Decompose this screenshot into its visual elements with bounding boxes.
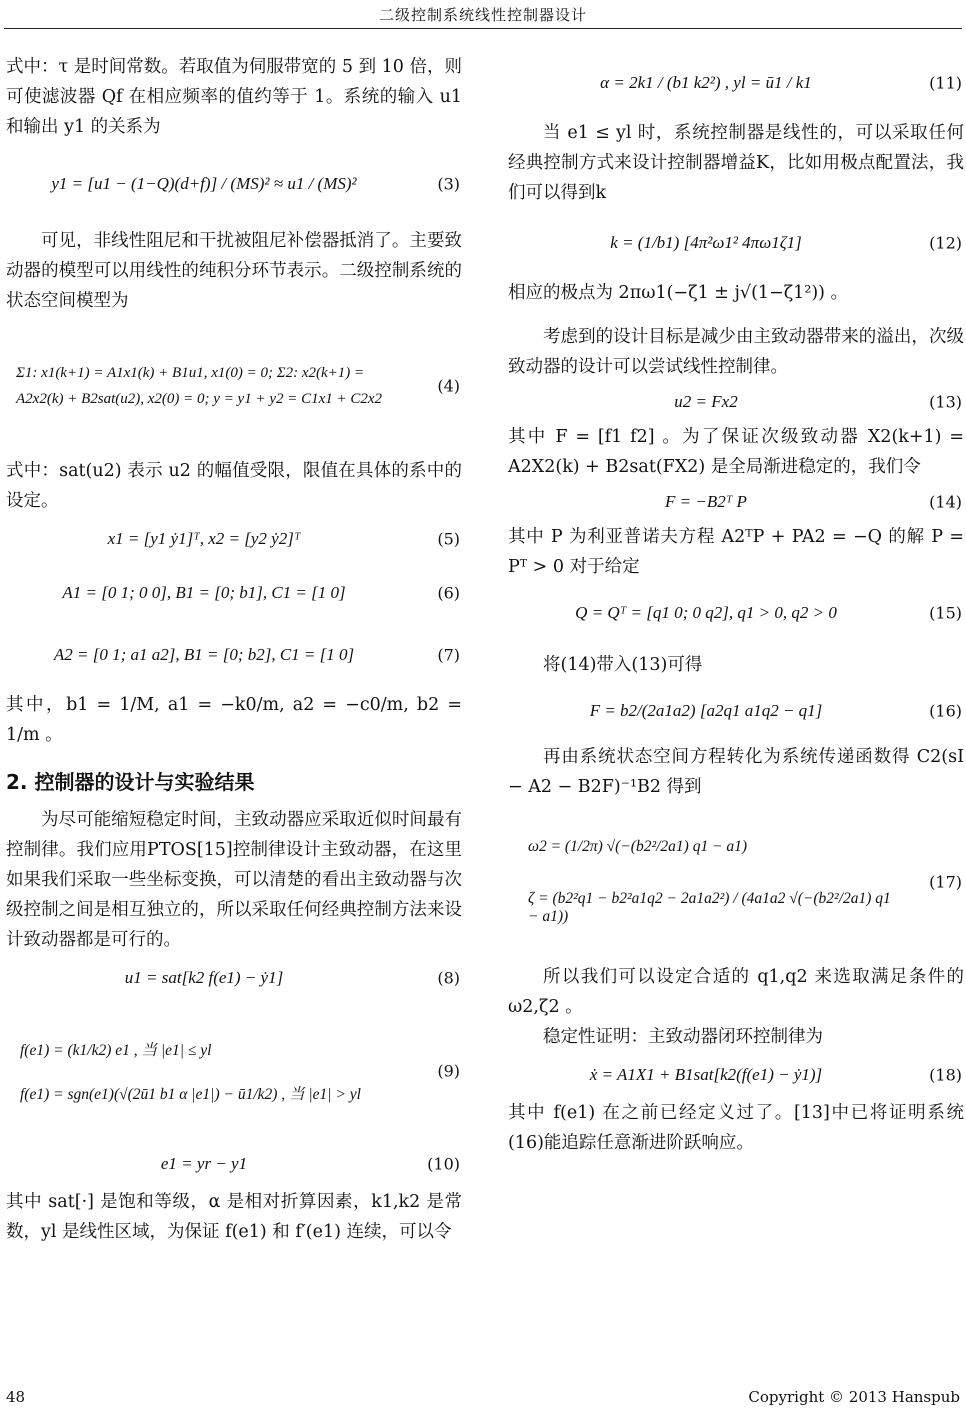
paragraph: 其中 F = [f1 f2] 。为了保证次级致动器 X2(k+1) = A2X2(k) + B2sat(FX2) 是全局渐进稳定的，我们令 <box>508 427 964 477</box>
equation-number: (7) <box>437 645 460 665</box>
equation-6 <box>6 562 462 624</box>
paragraph: 当 e1 ≤ yl 时，系统控制器是线性的，可以采取任何经典控制方式来设计控制器增益K，比如用极点配置法，我们可以得到k <box>508 123 964 203</box>
equation-number: (8) <box>437 968 460 988</box>
header-rule <box>4 28 962 29</box>
equation-12 <box>508 208 964 278</box>
equation-4 <box>6 316 462 456</box>
paragraph: 稳定性证明：主致动器闭环控制律为 <box>543 1027 823 1047</box>
equation-14 <box>508 482 964 522</box>
paragraph: 其中 P 为利亚普诺夫方程 A2ᵀP + PA2 = −Q 的解 P = Pᵀ > 0 对于给定 <box>508 527 964 577</box>
copyright-notice: Copyright © 2013 Hanspub <box>748 1388 960 1406</box>
equation-9-cases <box>6 1001 402 1141</box>
paragraph: 其中 f(e1) 在之前已经定义过了。[13]中已将证明系统(16)能追踪任意渐进阶跃响应。 <box>508 1103 964 1153</box>
paragraph: 其中，b1 = 1/M, a1 = −k0/m, a2 = −c0/m, b2 = 1/m 。 <box>6 695 462 745</box>
equation-number: (4) <box>437 376 460 396</box>
equation-body: y1 = [u1 − (1−Q)(d+f)] / (MS)² ≈ u1 / (MS)² <box>51 174 357 193</box>
equation-13 <box>508 382 964 422</box>
equation-body: k = (1/b1) [4π²ω1² 4πω1ζ1] <box>610 233 802 252</box>
section-heading: 2. 控制器的设计与实验结果 <box>6 770 255 794</box>
paragraph: 可见，非线性阻尼和干扰被阻尼补偿器抵消了。主要致动器的模型可以用线性的纯积分环节表示。二级控制系统的状态空间模型为 <box>6 231 462 311</box>
equation-line: ω2 = (1/2π) √(−(b2²/2a1) q1 − a1) <box>528 838 748 855</box>
equation-3 <box>6 142 462 226</box>
equation-number: (12) <box>929 233 962 253</box>
equation-number: (18) <box>929 1065 962 1085</box>
equation-body: α = 2k1 / (b1 k2²) , yl = ū1 / k1 <box>600 73 812 92</box>
equation-number: (10) <box>427 1154 460 1174</box>
equation-number: (16) <box>929 701 962 721</box>
equation-5 <box>6 516 462 562</box>
paragraph: 式中：τ 是时间常数。若取值为伺服带宽的 5 到 10 倍，则可使滤波器 Qf 在相应频率的值约等于 1。系统的输入 u1 和输出 y1 的关系为 <box>6 57 462 137</box>
equation-number: (5) <box>437 529 460 549</box>
equation-number: (17) <box>929 872 962 892</box>
equation-body: ẋ = A1X1 + B1sat[k2(f(e1) − ẏ1)] <box>589 1065 823 1084</box>
equation-body: Q = Qᵀ = [q1 0; 0 q2], q1 > 0, q2 > 0 <box>575 603 837 622</box>
right-column <box>508 48 964 1158</box>
equation-body: e1 = yr − y1 <box>160 1154 248 1173</box>
equation-body: u2 = Fx2 <box>674 392 738 411</box>
running-header: 二级控制系统线性控制器设计 <box>378 6 587 24</box>
equation-body: F = −B2ᵀ P <box>665 492 747 511</box>
equation-10 <box>6 1141 462 1187</box>
equation-body: x1 = [y1 ẏ1]ᵀ, x2 = [y2 ẏ2]ᵀ <box>107 529 301 548</box>
equation-number: (14) <box>929 492 962 512</box>
paragraph: 所以我们可以设定合适的 q1,q2 来选取满足条件的 ω2,ζ2 。 <box>508 967 964 1017</box>
equation-number: (11) <box>929 73 962 93</box>
left-column <box>6 52 462 1247</box>
equation-body: F = b2/(2a1a2) [a2q1 a1q2 − q1] <box>589 701 823 720</box>
page-number: 48 <box>6 1388 26 1406</box>
equation-8 <box>6 955 462 1001</box>
equation-line: ζ = (b2²q1 − b2²a1q2 − 2a1a2²) / (4a1a2 √(−(b2²/2a1) q1 − a1)) <box>528 890 891 925</box>
equation-case: f(e1) = (k1/k2) e1 , 当 |e1| ≤ yl <box>20 1042 212 1059</box>
paragraph: 相应的极点为 2πω1(−ζ1 ± j√(1−ζ1²)) 。 <box>508 283 849 303</box>
equation-number: (9) <box>437 1061 460 1081</box>
equation-body: A1 = [0 1; 0 0], B1 = [0; b1], C1 = [1 0] <box>62 583 346 602</box>
paragraph: 将(14)带入(13)可得 <box>543 655 703 675</box>
equation-body: Σ1: x1(k+1) = A1x1(k) + B1u1, x1(0) = 0; Σ2: x2(k+1) = A2x2(k) + B2sat(u2), x2(0) = 0; y = y1 + y2 = C1x1 + C2x2 <box>16 365 383 407</box>
equation-16 <box>508 680 964 742</box>
paragraph: 式中：sat(u2) 表示 u2 的幅值受限，限值在具体的系中的设定。 <box>6 461 462 511</box>
paragraph: 考虑到的设计目标是减少由主致动器带来的溢出，次级致动器的设计可以尝试线性控制律。 <box>508 327 964 377</box>
equation-7 <box>6 624 462 686</box>
paragraph: 为尽可能缩短稳定时间，主致动器应采取近似时间最有控制律。我们应用PTOS[15]控制律设计主致动器，在这里如果我们采取一些坐标变换，可以清楚的看出主致动器与次级控制之间是相互独立的，所以采取任何经典控制方法来设计致动器都是可行的。 <box>6 810 462 950</box>
equation-9 <box>6 1001 462 1141</box>
equation-number: (15) <box>929 603 962 623</box>
equation-number: (13) <box>929 392 962 412</box>
equation-11 <box>508 48 964 118</box>
equation-number: (3) <box>437 174 460 194</box>
equation-number: (6) <box>437 583 460 603</box>
equation-case: f(e1) = sgn(e1)(√(2ū1 b1 α |e1|) − ū1/k2) , 当 |e1| > yl <box>20 1086 361 1103</box>
equation-body: u1 = sat[k2 f(e1) − ẏ1] <box>124 968 284 987</box>
equation-17-lines <box>508 802 904 962</box>
paragraph: 其中 sat[·] 是饱和等级，α 是相对折算因素，k1,k2 是常数，yl 是线性区域，为保证 f(e1) 和 f′(e1) 连续，可以令 <box>6 1192 462 1242</box>
equation-15 <box>508 582 964 644</box>
equation-18 <box>508 1052 964 1098</box>
equation-17 <box>508 802 964 962</box>
paragraph: 再由系统状态空间方程转化为系统传递函数得 C2(sI − A2 − B2F)⁻¹B2 得到 <box>508 747 964 797</box>
equation-body: A2 = [0 1; a1 a2], B1 = [0; b2], C1 = [1 0] <box>53 645 355 664</box>
